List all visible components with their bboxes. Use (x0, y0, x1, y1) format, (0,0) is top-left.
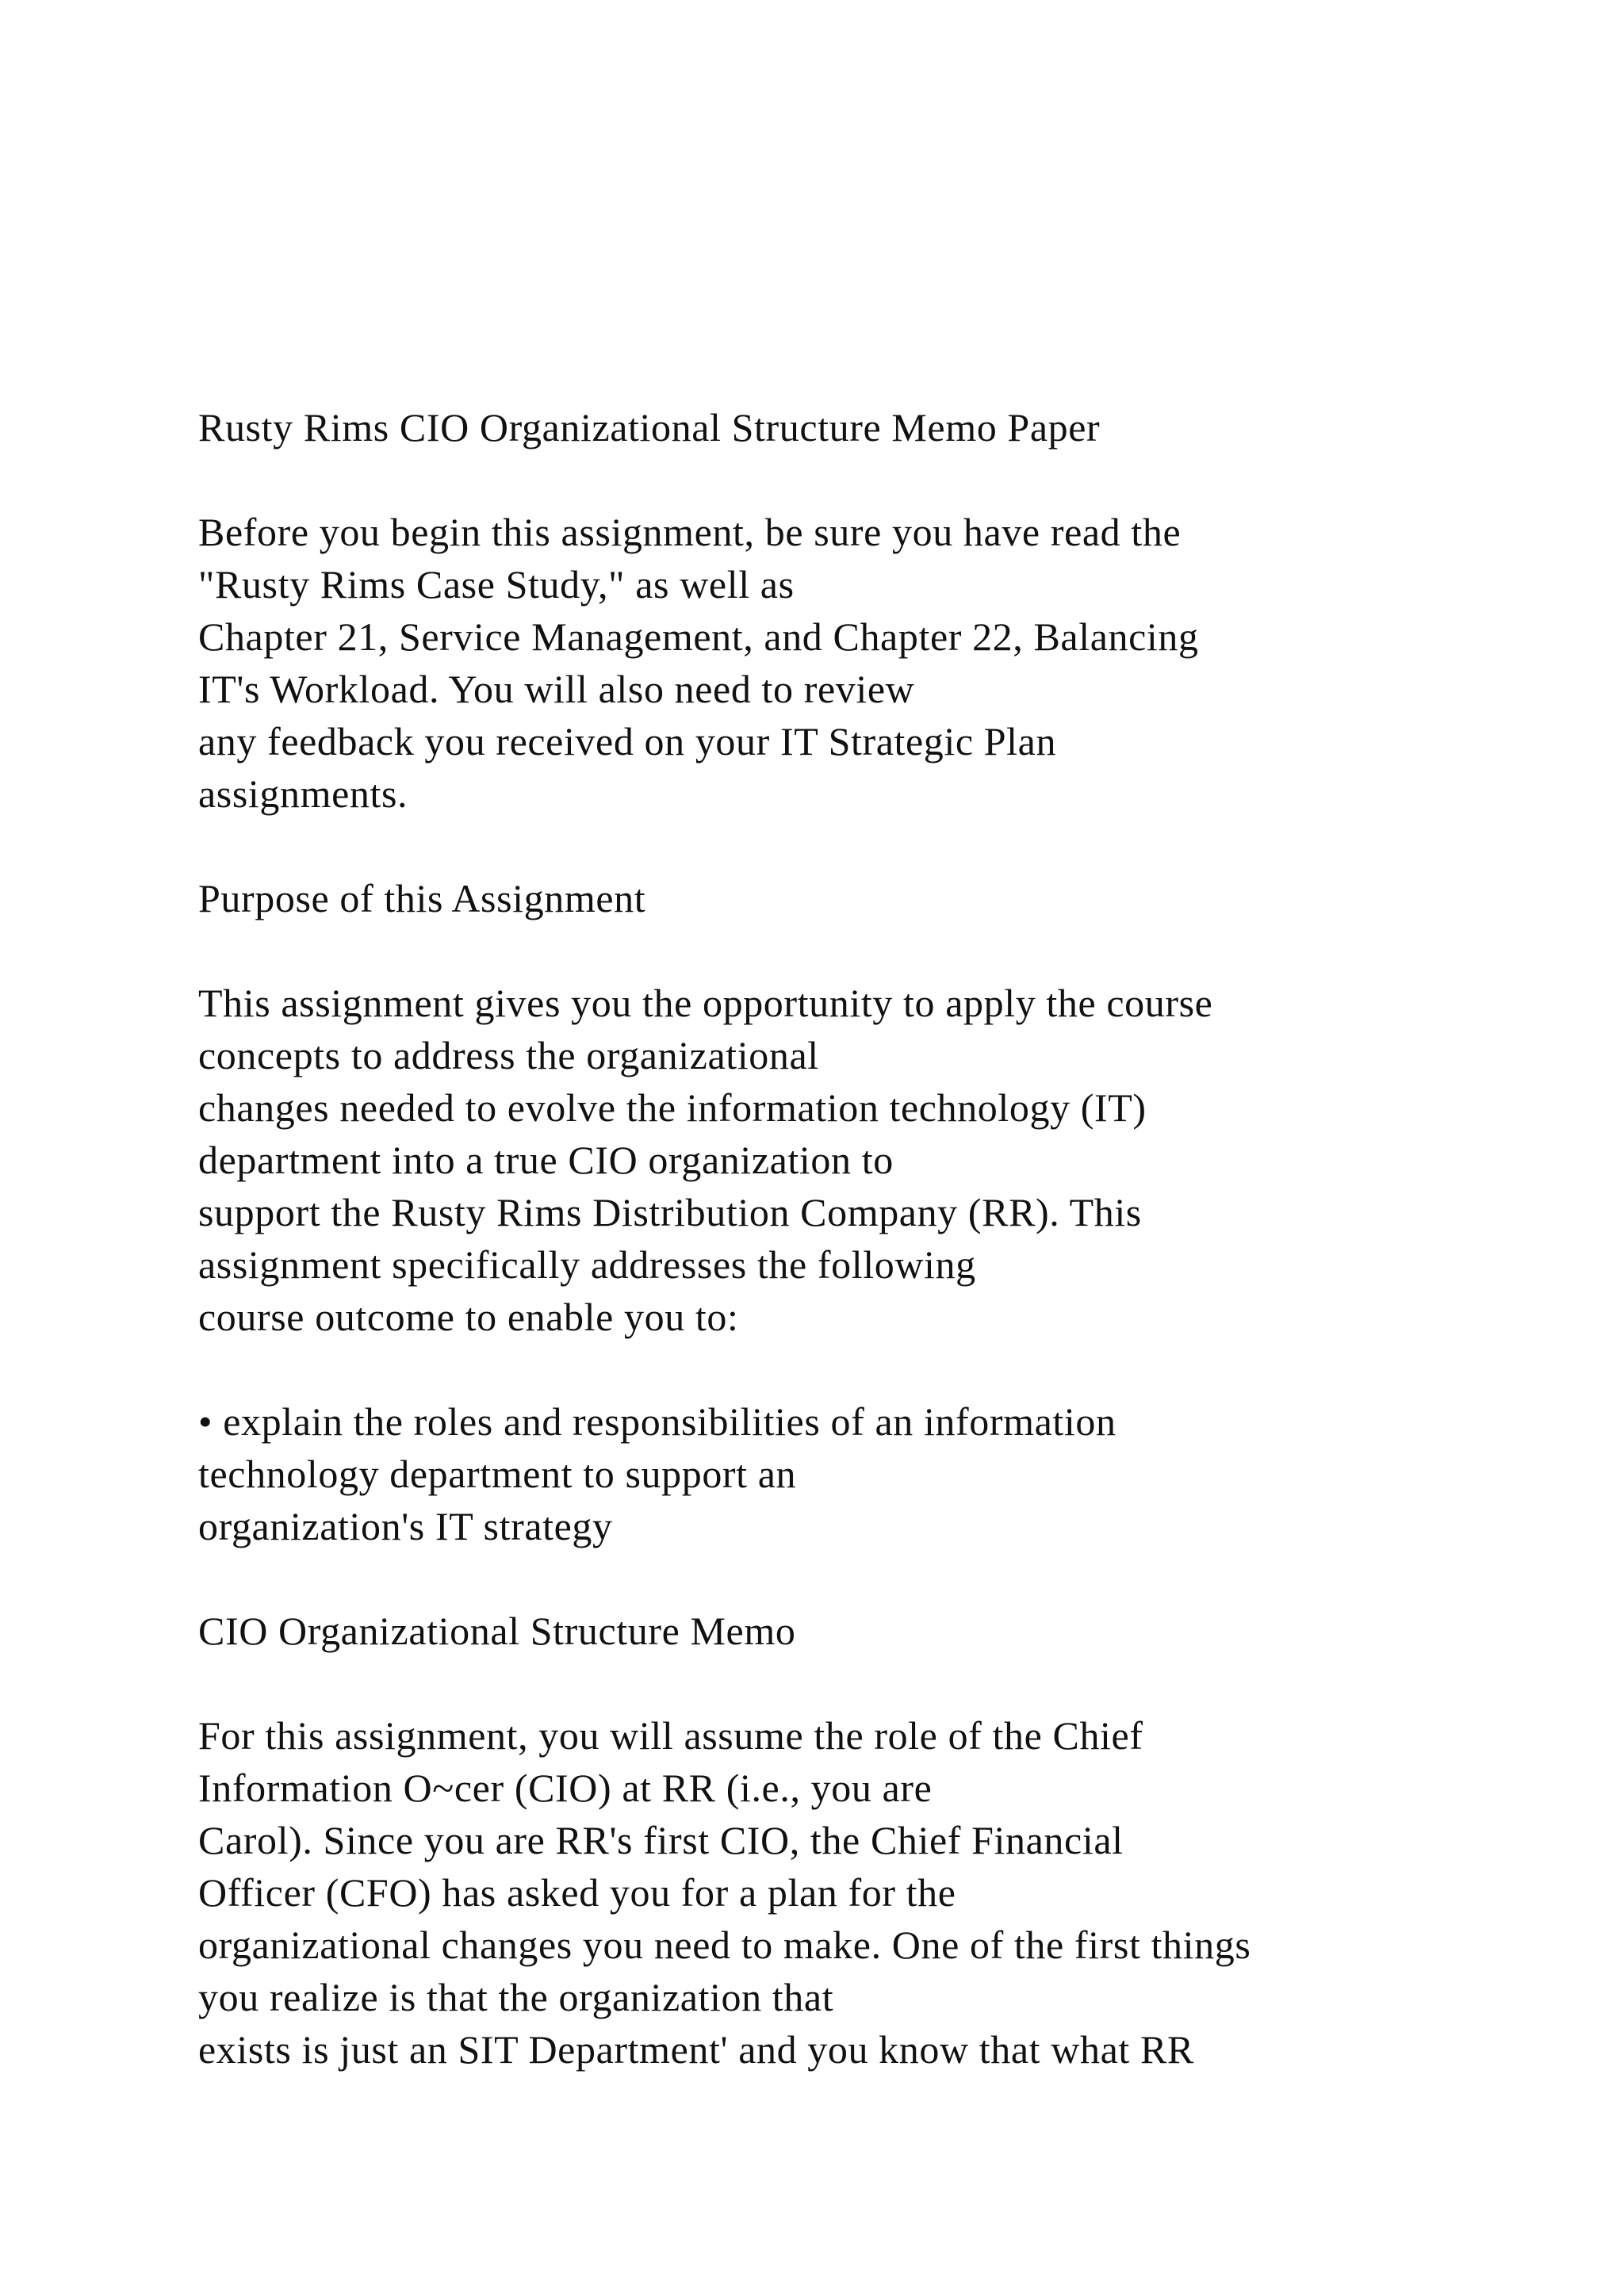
memo-paragraph (198, 1709, 1546, 2076)
memo-heading: CIO Organizational Structure Memo (198, 1609, 796, 1653)
memo-line: exists is just an SIT Department' and you know that what RR (198, 2027, 1194, 2072)
memo-line: Officer (CFO) has asked you for a plan for the (198, 1870, 956, 1915)
document-body (198, 401, 1546, 2076)
purpose-line: department into a true CIO organization to (198, 1138, 894, 1182)
purpose-line: concepts to address the organizational (198, 1033, 819, 1077)
paragraph-gap (198, 1552, 1546, 1605)
purpose-line: This assignment gives you the opportunity to apply the course (198, 981, 1213, 1025)
memo-line: Information O~cer (CIO) at RR (i.e., you are (198, 1766, 933, 1810)
intro-line: Before you begin this assignment, be sure you have read the (198, 510, 1182, 554)
outcome-bullet (198, 1395, 1546, 1552)
memo-line: For this assignment, you will assume the role of the Chief (198, 1713, 1143, 1758)
paragraph-gap (198, 924, 1546, 977)
intro-line: Chapter 21, Service Management, and Chapter 22, Balancing (198, 614, 1199, 659)
memo-line: organizational changes you need to make. One of the first things (198, 1923, 1251, 1967)
memo-line: Carol). Since you are RR's first CIO, the Chief Financial (198, 1818, 1124, 1862)
purpose-line: changes needed to evolve the information technology (IT) (198, 1085, 1147, 1130)
outcome-line: organization's IT strategy (198, 1504, 613, 1548)
intro-line: IT's Workload. You will also need to review (198, 667, 915, 711)
memo-line: you realize is that the organization that (198, 1975, 834, 2019)
intro-line: assignments. (198, 771, 408, 816)
paragraph-gap (198, 453, 1546, 506)
purpose-line: course outcome to enable you to: (198, 1295, 739, 1339)
outcome-line: technology department to support an (198, 1452, 797, 1496)
document-title: Rusty Rims CIO Organizational Structure Memo Paper (198, 405, 1101, 450)
paragraph-gap (198, 1657, 1546, 1709)
intro-paragraph (198, 506, 1546, 820)
purpose-heading: Purpose of this Assignment (198, 876, 646, 920)
intro-line: "Rusty Rims Case Study," as well as (198, 562, 795, 607)
paragraph-gap (198, 1343, 1546, 1395)
outcome-line: • explain the roles and responsibilities of an information (198, 1399, 1116, 1444)
purpose-line: assignment specifically addresses the following (198, 1242, 976, 1287)
paragraph-gap (198, 820, 1546, 872)
purpose-paragraph (198, 977, 1546, 1343)
purpose-line: support the Rusty Rims Distribution Company (RR). This (198, 1190, 1142, 1234)
intro-line: any feedback you received on your IT Strategic Plan (198, 719, 1057, 763)
